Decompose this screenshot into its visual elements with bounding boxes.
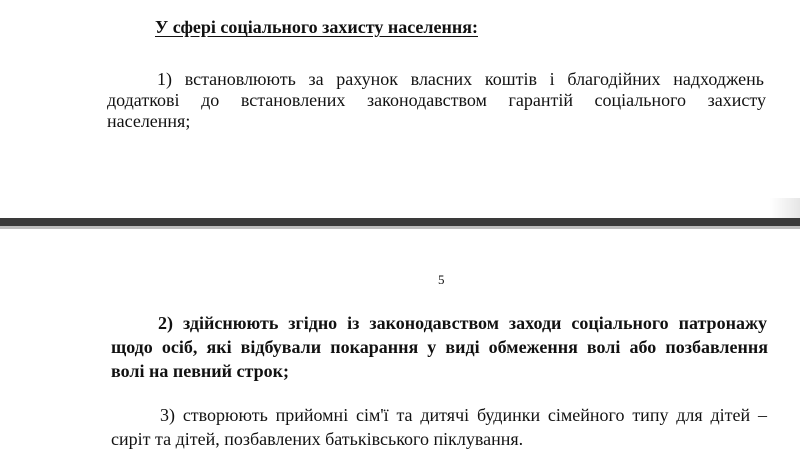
page-number: 5 [438,272,445,287]
section-heading: У сфері соціального захисту населення: [155,17,478,37]
paragraph-line: щодо осіб, які відбували покарання у виді обмеження волі або позбавлення [111,337,768,357]
paragraph-line: сиріт та дітей, позбавлених батьківського піклування. [111,429,524,449]
paragraph-line: населення; [107,111,191,131]
paragraph-line: 1) встановлюють за рахунок власних коштів і благодійних надходжень [157,69,764,89]
page-break-shadow [0,226,800,229]
paragraph-line: 3) створюють прийомні сім'ї та дитячі будинки сімейного типу для дітей – [160,405,767,425]
page-break-divider [0,218,800,226]
paragraph-line: додаткові до встановлених законодавством гарантій соціального захисту [107,90,766,110]
paragraph-line: волі на певний строк; [111,361,289,381]
paragraph-line: 2) здійснюють згідно із законодавством заходи соціального патронажу [158,313,767,333]
